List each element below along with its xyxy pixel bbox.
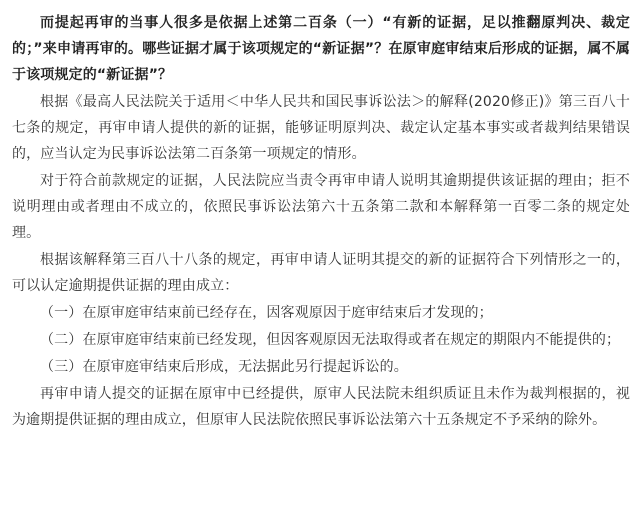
paragraph-reason-requirement: 对于符合前款规定的证据，人民法院应当责令再审申请人说明其逾期提供该证据的理由；拒不说明理由或者理由不成立的，依照民事诉讼法第六十五条第二款和本解释第一百零二条的规定处理。 [12,173,630,241]
paragraph-interpretation-388: 根据该解释第三百八十八条的规定，再审申请人证明其提交的新的证据符合下列情形之一的，可以认定逾期提供证据的理由成立： [12,252,630,294]
list-item-3: （三）在原审庭审结束后形成，无法据此另行提起诉讼的。 [40,359,408,375]
question-paragraph: 而提起再审的当事人很多是依据上述第二百条（一）“有新的证据，足以推翻原判决、裁定的；”来申请再审的。哪些证据才属于该项规定的“新证据”？在原审庭审结束后形成的证据，属不属于该项规定的“新证据”？ [12,15,630,83]
paragraph-exception: 再审申请人提交的证据在原审中已经提供，原审人民法院未组织质证且未作为裁判根据的，视为逾期提供证据的理由成立，但原审人民法院依照民事诉讼法第六十五条规定不予采纳的除外。 [12,386,630,428]
paragraph-interpretation-387: 根据《最高人民法院关于适用＜中华人民共和国民事诉讼法＞的解释(2020修正)》第三百八十七条的规定，再审申请人提供的新的证据，能够证明原判决、裁定认定基本事实或者裁判结果错误的，应当认定为民事诉讼法第二百条第一项规定的情形。 [12,94,630,162]
article-body [12,10,630,433]
list-item-1: （一）在原审庭审结束前已经存在，因客观原因于庭审结束后才发现的； [40,305,493,321]
list-item-2: （二）在原审庭审结束前已经发现，但因客观原因无法取得或者在规定的期限内不能提供的； [40,332,621,348]
